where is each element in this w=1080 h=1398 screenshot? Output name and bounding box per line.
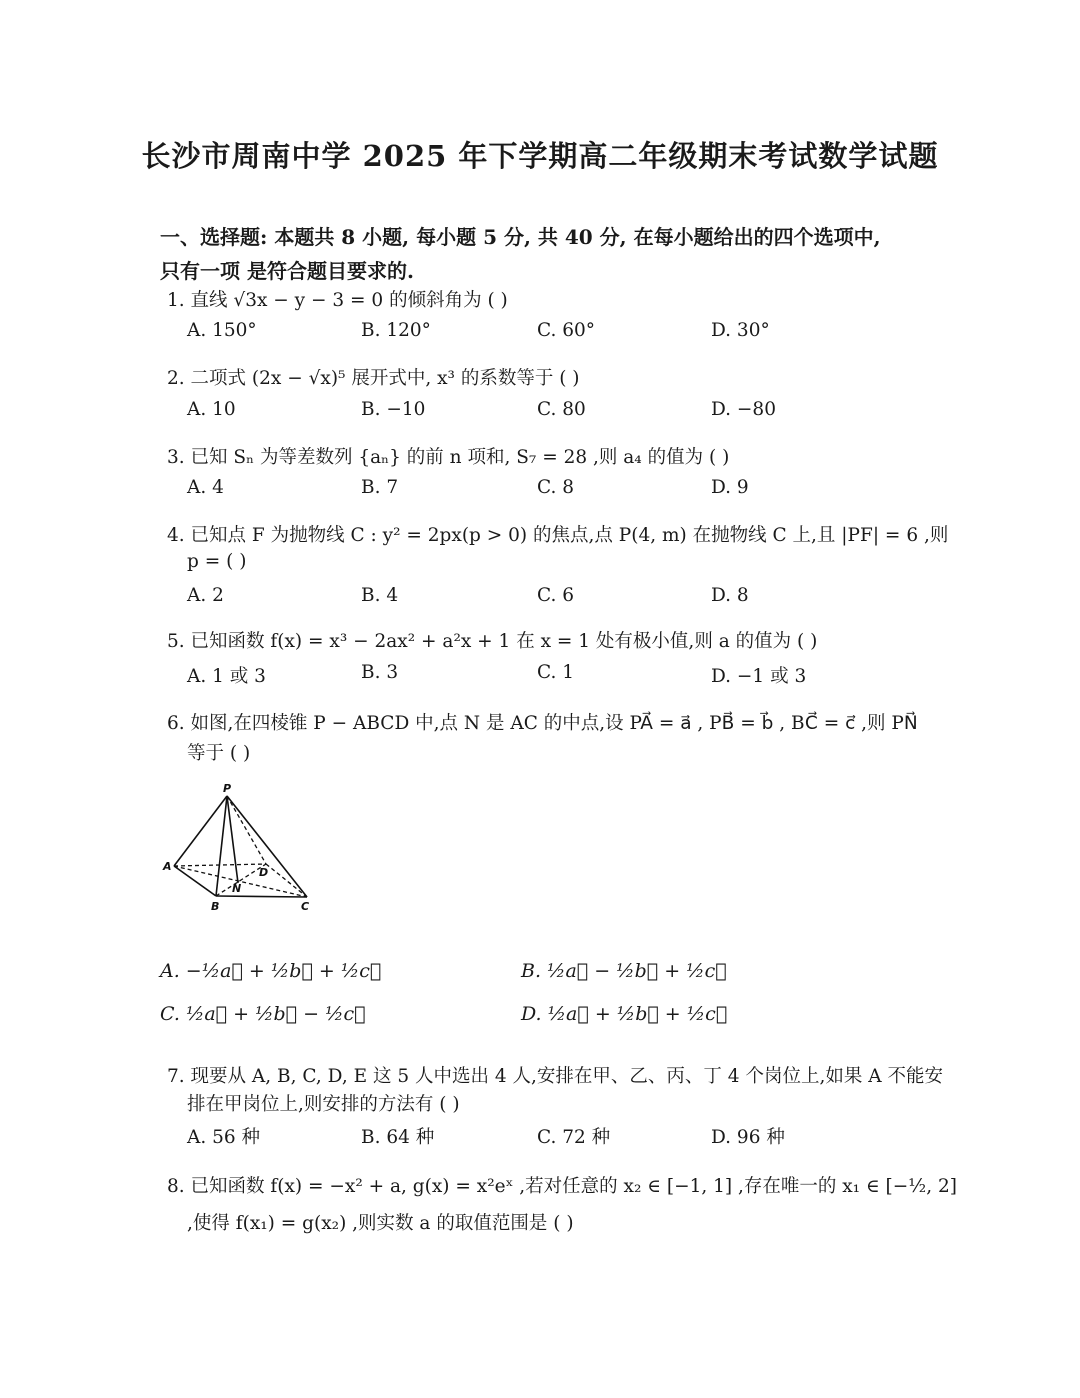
q1-option-c: C. 60°	[537, 320, 596, 341]
question-5-stem: 5. 已知函数 f(x) = x³ − 2ax² + a²x + 1 在 x = 1 处有极小值,则 a 的值为 ( )	[167, 631, 818, 652]
question-6-continuation: 等于 ( )	[187, 743, 251, 764]
question-4-continuation: p = ( )	[187, 551, 247, 572]
q7-option-d: D. 96 种	[711, 1127, 785, 1148]
label-b: B	[211, 900, 220, 913]
edge-bc	[216, 896, 307, 897]
question-6-stem: 6. 如图,在四棱锥 P − ABCD 中,点 N 是 AC 的中点,设 PA⃗ = a⃗ , PB⃗ = b⃗ , BC⃗ = c⃗ ,则 PN⃗	[167, 713, 918, 734]
question-8-stem: 8. 已知函数 f(x) = −x² + a, g(x) = x²eˣ ,若对任意的 x₂ ∈ [−1, 1] ,存在唯一的 x₁ ∈ [−½, 2]	[167, 1176, 957, 1197]
q6-option-a: A. −½a⃗ + ½b⃗ + ½c⃗	[160, 960, 382, 982]
q2-option-b: B. −10	[361, 399, 426, 420]
q5-option-d: D. −1 或 3	[711, 666, 807, 687]
exam-title: 长沙市周南中学 2025 年下学期高二年级期末考试数学试题	[141, 139, 939, 173]
label-n: N	[232, 882, 242, 895]
question-1-stem: 1. 直线 √3x − y − 3 = 0 的倾斜角为 ( )	[167, 290, 508, 311]
q1-option-a: A. 150°	[187, 320, 257, 341]
q3-option-a: A. 4	[187, 477, 224, 498]
q2-option-d: D. −80	[711, 399, 776, 420]
question-2-stem: 2. 二项式 (2x − √x)⁵ 展开式中, x³ 的系数等于 ( )	[167, 368, 580, 389]
q4-option-c: C. 6	[537, 585, 575, 606]
question-8-continuation: ,使得 f(x₁) = g(x₂) ,则实数 a 的取值范围是 ( )	[187, 1213, 574, 1234]
q5-option-c: C. 1	[537, 662, 575, 683]
question-7-stem: 7. 现要从 A, B, C, D, E 这 5 人中选出 4 人,安排在甲、乙、丙、丁 4 个岗位上,如果 A 不能安	[167, 1066, 943, 1087]
question-4-stem: 4. 已知点 F 为抛物线 C : y² = 2px(p > 0) 的焦点,点 P(4, m) 在抛物线 C 上,且 |PF| = 6 ,则	[167, 525, 949, 546]
q4-option-d: D. 8	[711, 585, 749, 606]
label-c: C	[301, 900, 310, 913]
label-a: A	[163, 860, 172, 873]
q4-option-a: A. 2	[187, 585, 224, 606]
label-p: P	[223, 782, 232, 795]
q5-option-b: B. 3	[361, 662, 399, 683]
pyramid-figure	[160, 780, 330, 915]
edge-pb	[216, 796, 227, 896]
q1-option-d: D. 30°	[711, 320, 770, 341]
q5-option-a: A. 1 或 3	[187, 666, 266, 687]
q1-option-b: B. 120°	[361, 320, 431, 341]
question-3-stem: 3. 已知 Sₙ 为等差数列 {aₙ} 的前 n 项和, S₇ = 28 ,则 a₄ 的值为 ( )	[167, 447, 730, 468]
section-heading-line1: 一、选择题: 本题共 8 小题, 每小题 5 分, 共 40 分, 在每小题给出的四个选项中,	[160, 225, 881, 249]
q2-option-a: A. 10	[187, 399, 236, 420]
q4-option-b: B. 4	[361, 585, 399, 606]
q7-option-c: C. 72 种	[537, 1127, 611, 1148]
q2-option-c: C. 80	[537, 399, 586, 420]
q7-option-a: A. 56 种	[187, 1127, 261, 1148]
q3-option-b: B. 7	[361, 477, 399, 498]
q6-option-c: C. ½a⃗ + ½b⃗ − ½c⃗	[160, 1003, 366, 1025]
q6-option-d: D. ½a⃗ + ½b⃗ + ½c⃗	[521, 1003, 728, 1025]
q3-option-c: C. 8	[537, 477, 575, 498]
section-heading-line2: 只有一项 是符合题目要求的.	[160, 259, 414, 283]
q3-option-d: D. 9	[711, 477, 749, 498]
q6-option-b: B. ½a⃗ − ½b⃗ + ½c⃗	[521, 960, 727, 982]
question-7-continuation: 排在甲岗位上,则安排的方法有 ( )	[187, 1094, 460, 1115]
q7-option-b: B. 64 种	[361, 1127, 435, 1148]
label-d: D	[259, 866, 269, 879]
edge-pa	[174, 796, 227, 866]
edge-pd	[227, 796, 266, 864]
